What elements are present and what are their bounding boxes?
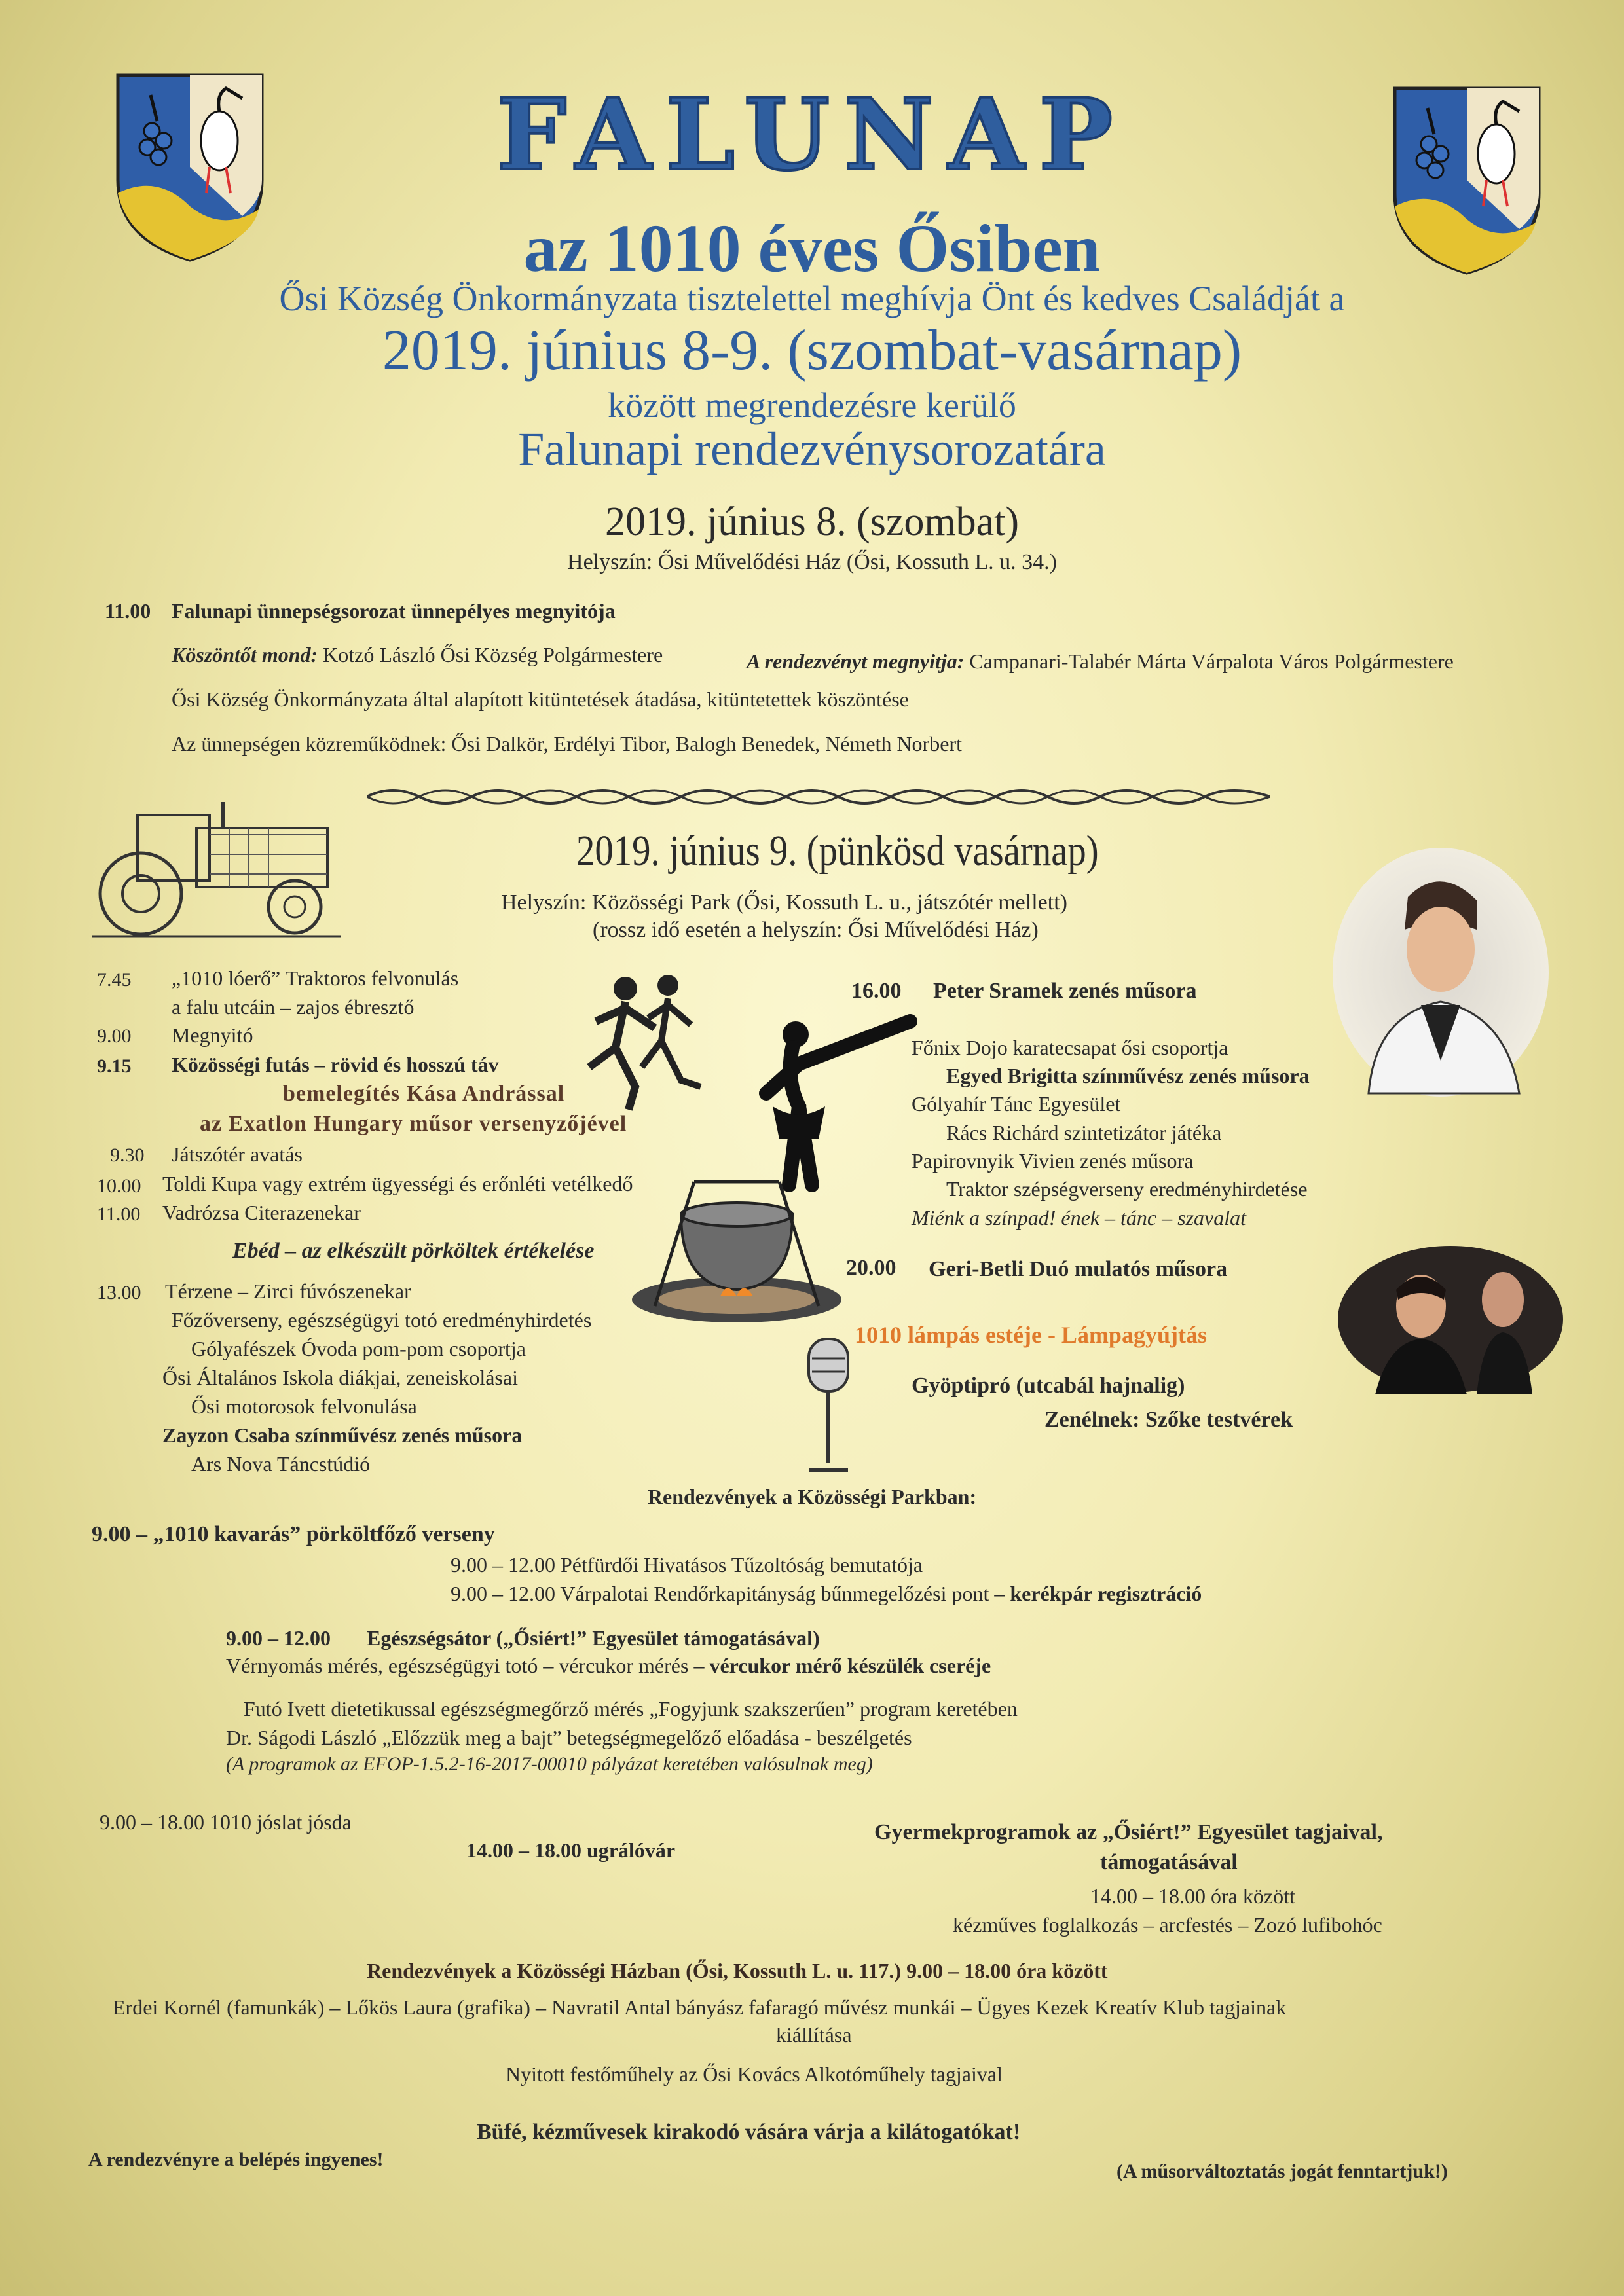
park-heading: Rendezvények a Közösségi Parkban: (647, 1485, 977, 1508)
karate-illustration (747, 1008, 917, 1192)
park-kids-support: támogatásával (1100, 1850, 1238, 1874)
buffet-note: Büfé, kézművesek kirakodó vására várja a kilátogatókat! (477, 2120, 1021, 2144)
day2-date: 2019. június 9. (pünkösd vasárnap) (576, 827, 1099, 875)
event-lantern-night: 1010 lámpás estéje - Lámpagyújtás (855, 1322, 1207, 1348)
runners-illustration (576, 969, 707, 1113)
microphone-illustration (796, 1332, 861, 1476)
event-papirovnyik: Papirovnyik Vivien zenés műsora (912, 1149, 1194, 1173)
event-geri-betli: Geri-Betli Duó mulatós műsora (929, 1257, 1228, 1281)
event-community-run: Közösségi futás – rövid és hosszú táv (172, 1053, 499, 1076)
time-1100: 11.00 (97, 1203, 141, 1225)
event-motorcycles: Ősi motorosok felvonulása (191, 1394, 417, 1418)
house-exhibition-cont: kiállítása (776, 2023, 852, 2047)
event-school: Ősi Általános Iskola diákjai, zeneiskolásai (162, 1366, 518, 1389)
park-fortune-teller: 9.00 – 18.00 1010 jóslat jósda (100, 1810, 352, 1834)
day1-opener: A rendezvényt megnyitja: Campanari-Talabér Márta Várpalota Város Polgármestere (747, 649, 1454, 673)
event-street-ball: Gyöptipró (utcabál hajnalig) (912, 1374, 1185, 1398)
house-heading: Rendezvények a Közösségi Házban (Ősi, Kossuth L. u. 117.) 9.00 – 18.00 óra között (367, 1959, 1108, 1982)
cauldron-illustration (629, 1175, 845, 1326)
event-cooking-results: Főzőverseny, egészségügyi totó eredményhirdetés (172, 1308, 592, 1332)
event-peter-sramek: Peter Sramek zenés műsora (933, 979, 1197, 1003)
event-tractor-parade: „1010 lóerő” Traktoros felvonulás (172, 966, 459, 990)
park-dietitian: Futó Ivett dietetikussal egészségmegőrző mérés „Fogyjunk szakszerűen” program keretében (244, 1697, 1018, 1721)
event-zayzon: Zayzon Csaba színművész zenés műsora (162, 1423, 523, 1447)
park-kids-time: 14.00 – 18.00 óra között (1090, 1884, 1295, 1908)
event-warmup: bemelegítés Kása Andrással (283, 1082, 565, 1106)
event-brass-band: Térzene – Zirci fúvószenekar (165, 1279, 411, 1303)
park-cooking-contest: 9.00 – „1010 kavarás” pörköltfőző verseny (92, 1522, 495, 1546)
event-dates: 2019. június 8-9. (szombat-vasárnap) (382, 319, 1242, 382)
day1-opening: Falunapi ünnepségsorozat ünnepélyes megnyitója (172, 599, 616, 623)
program-change-note: (A műsorváltoztatás jogát fenntartjuk!) (1116, 2160, 1448, 2182)
day1-performers: Az ünnepségen közreműködnek: Ősi Dalkör, Erdélyi Tibor, Balogh Benedek, Németh Norbert (172, 732, 962, 756)
event-lunch: Ebéd – az elkészült pörköltek értékelése (232, 1239, 595, 1263)
event-opening: Megnyitó (172, 1023, 253, 1047)
park-kids-crafts: kézműves foglalkozás – arcfestés – Zozó lufibohóc (953, 1913, 1382, 1937)
series-title: Falunapi rendezvénysorozatára (518, 423, 1106, 475)
free-entry-note: A rendezvényre a belépés ingyenes! (88, 2149, 384, 2170)
invitation-text: Ősi Község Önkormányzata tisztelettel meghívja Önt és kedves Családját a (279, 279, 1345, 318)
day1-venue: Helyszín: Ősi Művelődési Ház (Ősi, Kossuth L. u. 34.) (567, 550, 1057, 574)
time-0915: 9.15 (97, 1055, 132, 1077)
day1-date: 2019. június 8. (szombat) (605, 500, 1019, 544)
park-health-tent-time: 9.00 – 12.00 (226, 1626, 331, 1650)
time-1300: 13.00 (97, 1282, 141, 1303)
park-health-tent: Egészségsátor („Ősiért!” Egyesület támogatásával) (367, 1626, 820, 1650)
day1-time: 11.00 (105, 599, 151, 623)
park-bouncy-castle: 14.00 – 18.00 ugrálóvár (466, 1838, 676, 1862)
park-efop-note: (A programok az EFOP-1.5.2-16-2017-00010 pályázat keretében valósulnak meg) (226, 1753, 873, 1775)
time-1000: 10.00 (97, 1175, 141, 1197)
house-exhibition: Erdei Kornél (famunkák) – Lőkös Laura (grafika) – Navratil Antal bányász fafaragó művész munkái – Ügyes Kezek Kreatív Klub tagjainak (113, 1995, 1287, 2019)
time-2000: 20.00 (846, 1256, 896, 1280)
event-toldi-cup: Toldi Kupa vagy extrém ügyességi és erőnléti vetélkedő (162, 1172, 633, 1195)
day2-venue: Helyszín: Közösségi Park (Ősi, Kossuth L. u., játszótér mellett) (501, 890, 1067, 915)
poster-title: FALUNAP (496, 77, 1128, 192)
park-blood-tests: Vérnyomás mérés, egészségügyi totó – vércukor mérés – vércukor mérő készülék cseréje (226, 1654, 991, 1677)
singer-photo-peter-sramek (1329, 845, 1552, 1100)
time-0745: 7.45 (97, 969, 132, 991)
event-tractor-beauty: Traktor szépségverseny eredményhirdetése (946, 1177, 1308, 1201)
park-kids-programs: Gyermekprogramok az „Ősiért!” Egyesület tagjaival, (874, 1820, 1383, 1844)
event-zither: Vadrózsa Citerazenekar (162, 1201, 361, 1224)
house-atelier: Nyitott festőműhely az Ősi Kovács Alkotóműhely tagjaival (506, 2062, 1003, 2086)
event-racs-richard: Rács Richárd szintetizátor játéka (946, 1121, 1222, 1144)
between-text: között megrendezésre kerülő (608, 386, 1016, 425)
event-kindergarten: Gólyafészek Óvoda pom-pom csoportja (191, 1337, 526, 1360)
time-0900: 9.00 (97, 1025, 132, 1047)
event-fonix-dojo: Főnix Dojo karatecsapat ősi csoportja (912, 1036, 1228, 1059)
park-lecture: Dr. Ságodi László „Előzzük meg a bajt” betegségmegelőző előadása - beszélgetés (226, 1726, 912, 1749)
event-ars-nova: Ars Nova Táncstúdió (191, 1452, 371, 1476)
park-police: 9.00 – 12.00 Várpalotai Rendőrkapitányság bűnmegelőzési pont – kerékpár regisztráció (451, 1582, 1202, 1605)
poster-subtitle: az 1010 éves Ősiben (523, 211, 1101, 286)
park-fire-brigade: 9.00 – 12.00 Pétfürdői Hivatásos Tűzoltóság bemutatója (451, 1553, 923, 1576)
ornament-divider (367, 780, 1270, 813)
time-0930: 9.30 (110, 1144, 145, 1166)
duo-photo-geri-betli (1336, 1244, 1565, 1394)
event-mienk-a-szinpad: Miénk a színpad! ének – tánc – szavalat (912, 1206, 1246, 1230)
event-golyahir: Gólyahír Tánc Egyesület (912, 1092, 1121, 1116)
event-exatlon: az Exatlon Hungary műsor versenyzőjével (200, 1112, 627, 1136)
day1-awards: Ősi Község Önkormányzata által alapított kitüntetések átadása, kitüntetettek köszöntése (172, 687, 909, 711)
tractor-illustration (79, 789, 354, 939)
event-tractor-parade-sub: a falu utcáin – zajos ébresztő (172, 995, 415, 1019)
event-egyed-brigitta: Egyed Brigitta színművész zenés műsora (946, 1064, 1310, 1087)
event-playground: Játszótér avatás (172, 1142, 303, 1166)
event-szoke-brothers: Zenélnek: Szőke testvérek (1044, 1408, 1293, 1432)
time-1600: 16.00 (851, 979, 902, 1003)
day2-rain-venue: (rossz idő esetén a helyszín: Ősi Művelődési Ház) (593, 918, 1039, 942)
day1-greeting: Köszöntőt mond: Kotzó László Ősi Község Polgármestere (172, 643, 663, 666)
